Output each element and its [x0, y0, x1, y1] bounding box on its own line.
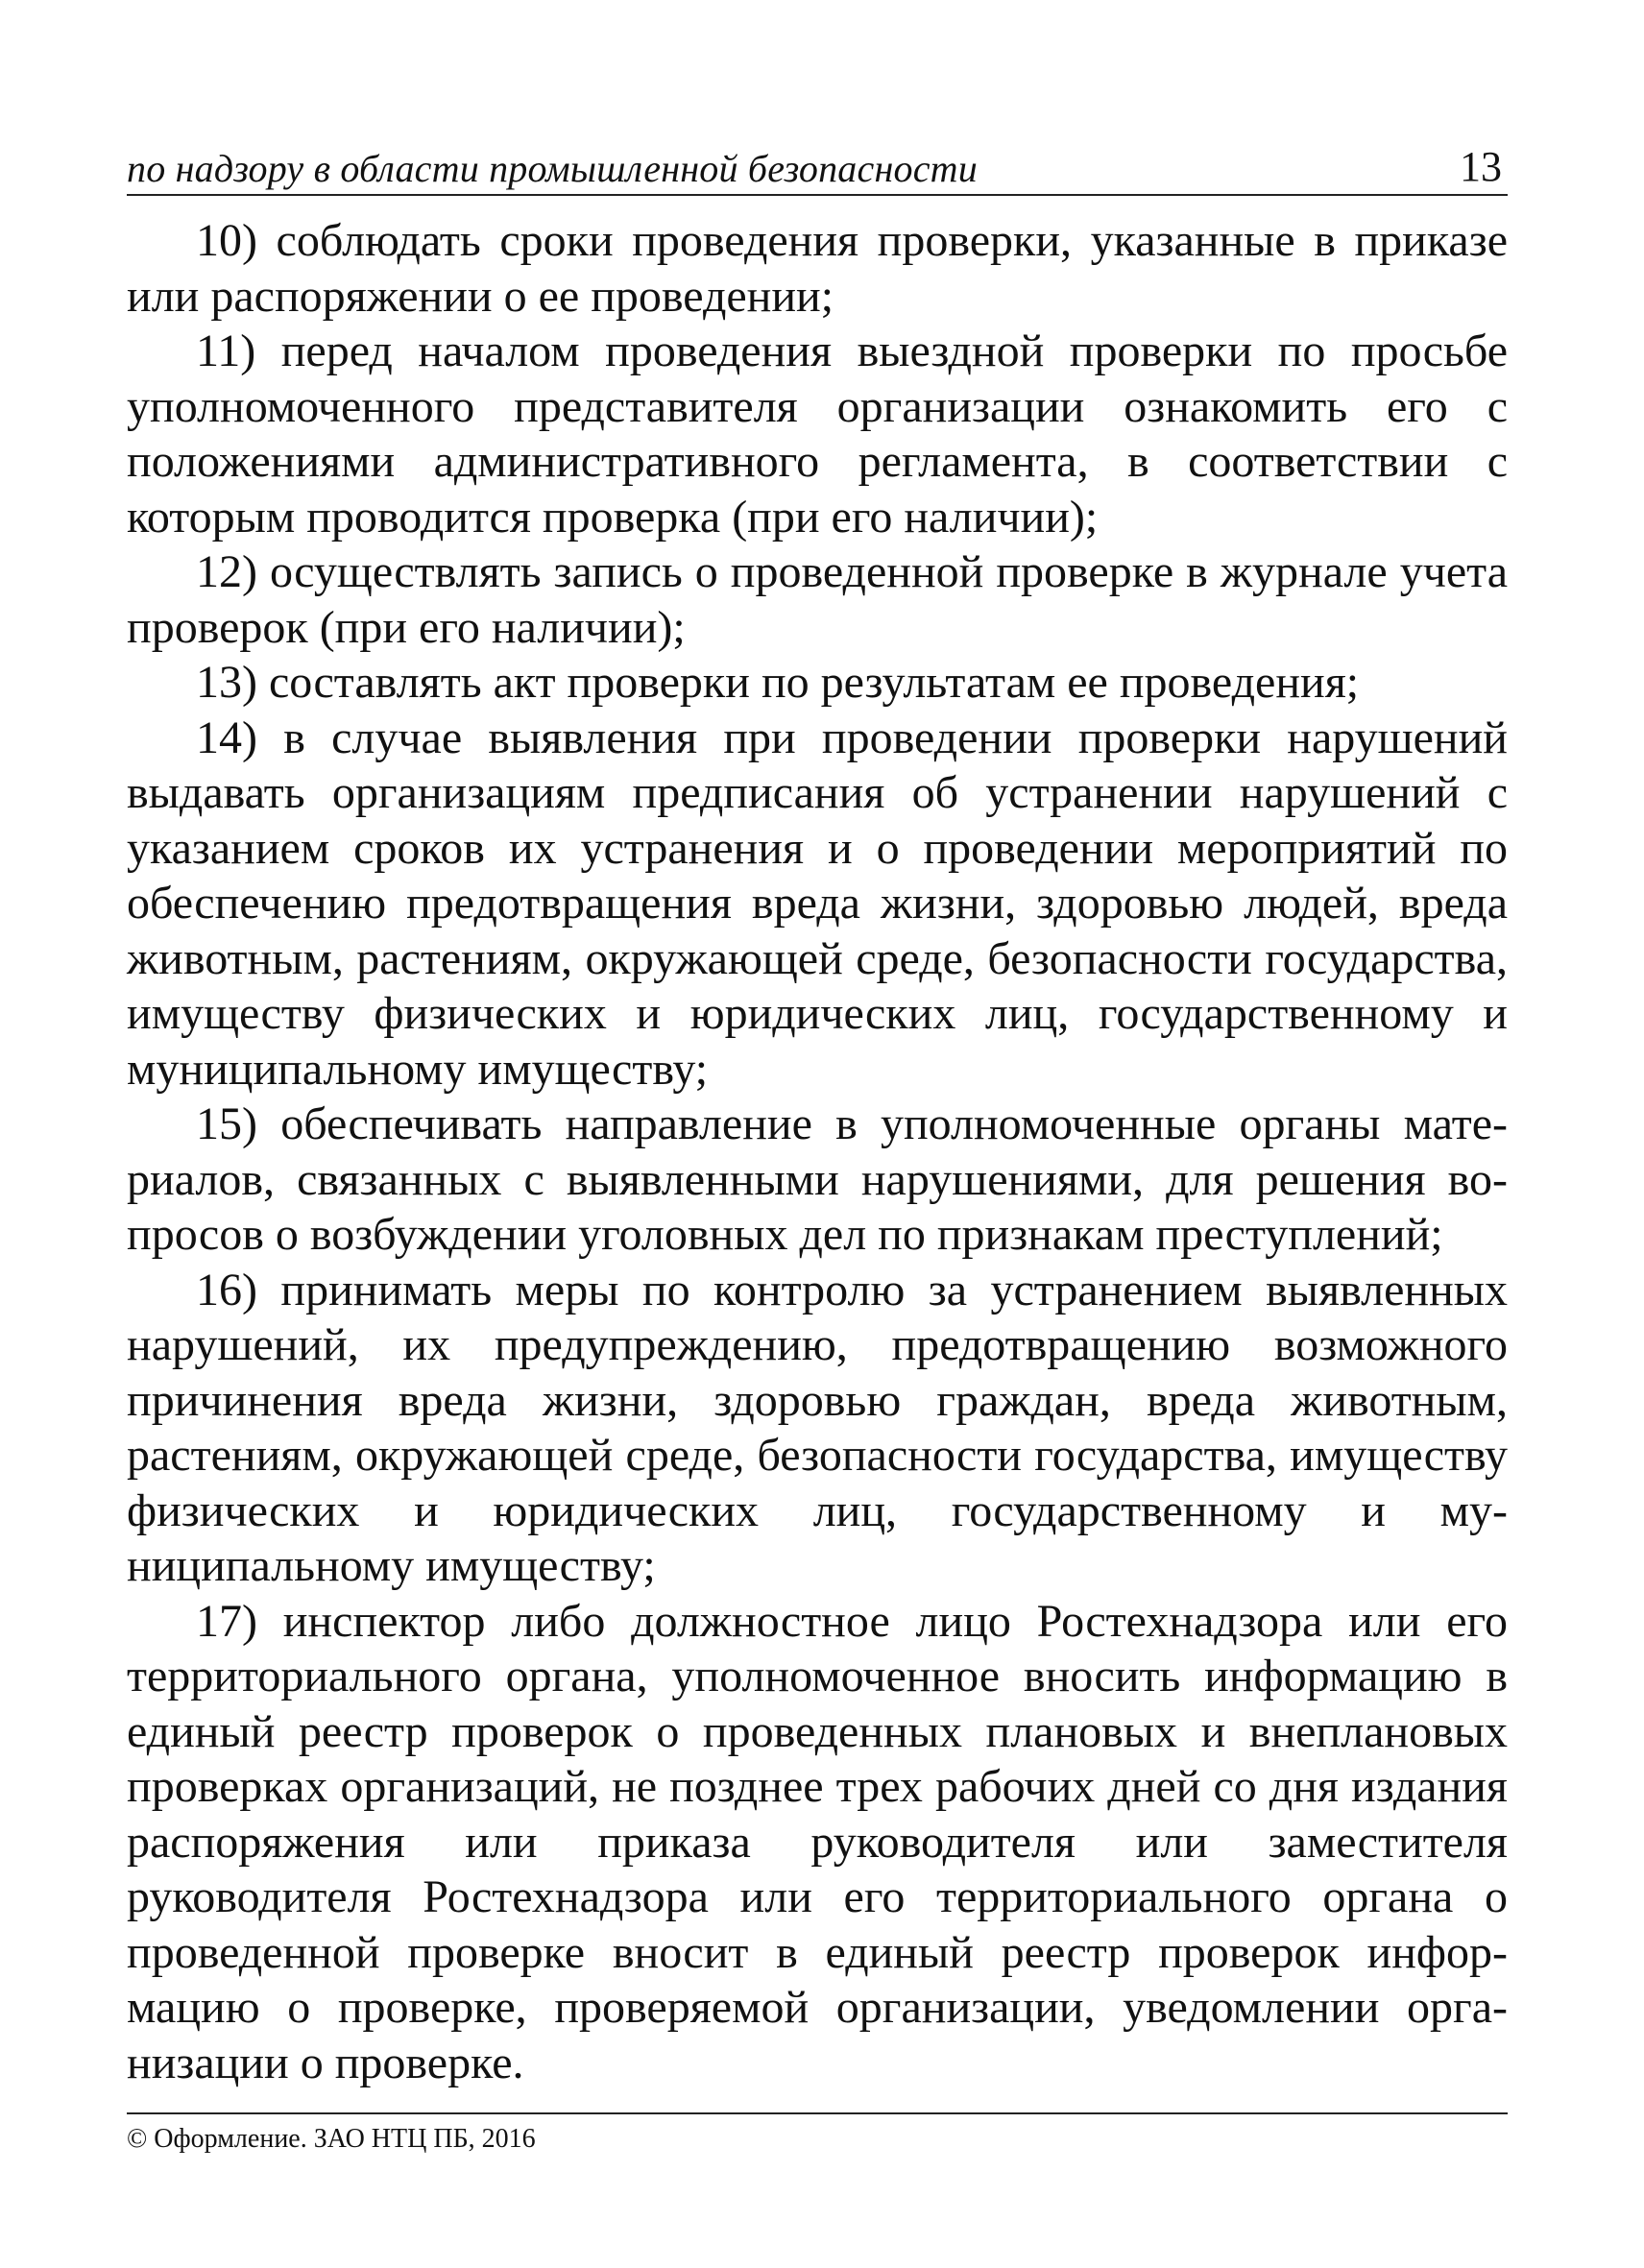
- paragraph-item-14: 14) в случае выявления при проведении проверки нарушений выдавать организациям предписания об устранении нарушений с указанием сроков их устранения и о проведении мероприятий по обеспечению предотвращения вреда жизни, здоровью людей, вреда животным, растениям, окружающей среде, безопасности государства, имуществу физических и юридических лиц, государственному и муниципальному имуществу;: [127, 712, 1508, 1095]
- body-text: [127, 213, 1508, 2090]
- paragraph-item-13: 13) составлять акт проверки по результатам ее проведения;: [196, 657, 1360, 708]
- running-header: [127, 134, 1508, 196]
- paragraph-item-15: 15) обеспечивать направление в уполномоченные органы материалов, связанных с выявленными нарушениями, для решения вопросов о возбуждении уголовных дел по признакам преступлений;: [127, 1098, 1508, 1260]
- paragraph-item-10: 10) соблюдать сроки проведения проверки, указанные в приказе или распоряжении о ее проведении;: [127, 215, 1508, 322]
- paragraph-item-12: 12) осуществлять запись о проведенной проверке в журнале учета проверок (при его наличии);: [127, 546, 1508, 653]
- footer-copyright: © Оформление. ЗАО НТЦ ПБ, 2016: [127, 2124, 536, 2154]
- paragraph-item-16: 16) принимать меры по контролю за устранением выявленных нарушений, их предупреждению, предотвращению возможного причинения вреда жизни, здоровью граждан, вреда животным, растениям, окружающей среде, безопасности государства, имуществу физических и юридических лиц, государственному и муниципальному имуществу;: [127, 1264, 1508, 1591]
- running-header-title: по надзору в области промышленной безопасности: [127, 147, 978, 190]
- footer: [127, 2112, 1508, 2153]
- paragraph-item-11: 11) перед началом проведения выездной проверки по просьбе уполномоченного представителя организации ознакомить его с положениями административного регламента, в соответствии с которым проводится проверка (при его наличии);: [127, 326, 1508, 543]
- paragraph-item-17: 17) инспектор либо должностное лицо Ростехнадзора или его территориального органа, уполномоченное вносить информацию в единый реестр проверок о проведенных плановых и внеплановых проверках организаций, не позднее трех рабочих дней со дня издания распоряжения или приказа руководителя или заместителя руководителя Ростехнадзора или его территориального органа о проведенной проверке вносит в единый реестр проверок информацию о проверке, проверяемой организации, уведомлении организации о проверке.: [127, 1595, 1508, 2088]
- page-number: 13: [1460, 143, 1502, 190]
